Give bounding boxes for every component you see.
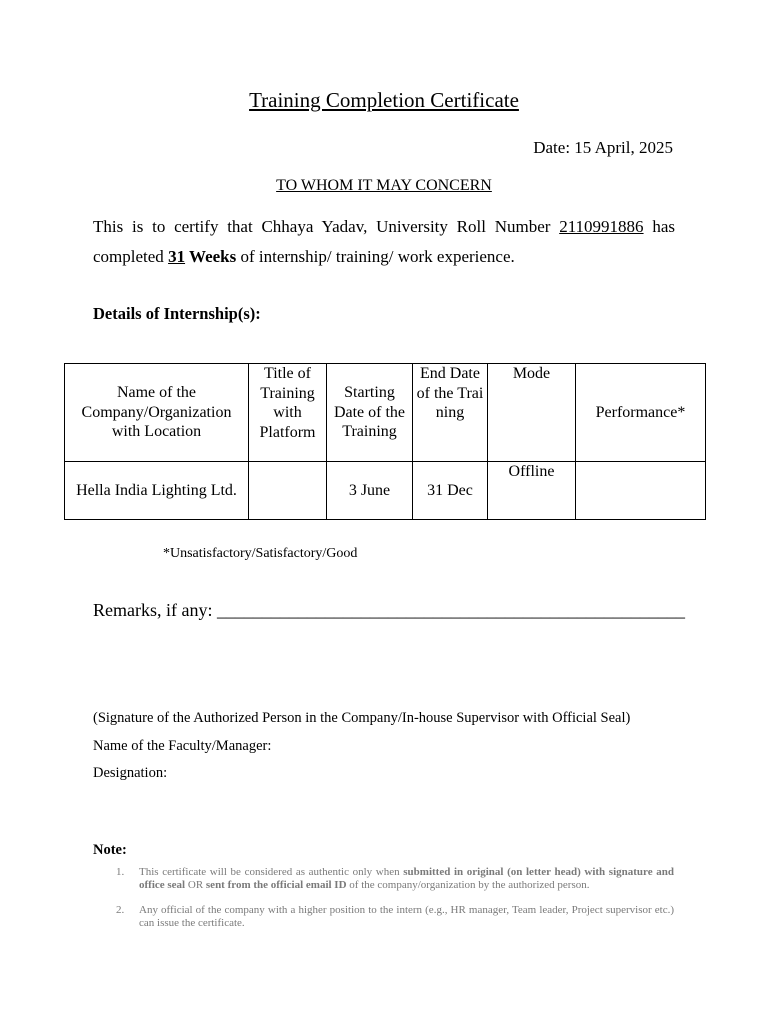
table-row	[65, 462, 706, 520]
cell-end-date: 31 Dec	[413, 462, 488, 520]
remarks-line: Remarks, if any: ____________________________________________________	[93, 600, 685, 620]
certificate-title: Training Completion Certificate	[249, 88, 519, 112]
table-header-row	[65, 364, 706, 462]
header-start-date: Starting Date of the Training	[327, 364, 413, 462]
certificate-date: Date: 15 April, 2025	[533, 138, 673, 157]
note-text-part: This certificate will be considered as authentic only when	[139, 866, 404, 878]
details-heading: Details of Internship(s):	[93, 304, 261, 323]
note-text	[139, 866, 674, 891]
header-mode: Mode	[488, 364, 576, 462]
body-suffix: of internship/ training/ work experience.	[236, 247, 515, 266]
body-prefix: This is to certify that Chhaya Yadav, University Roll Number	[93, 217, 560, 236]
note-item	[116, 904, 674, 929]
cell-mode: Offline	[488, 462, 576, 520]
signature-line: (Signature of the Authorized Person in the Company/In-house Supervisor with Official Seal)	[93, 710, 631, 726]
addressee: TO WHOM IT MAY CONCERN	[276, 177, 492, 194]
note-text-bold: submitted in original (on letter head) with signature and office seal	[139, 866, 674, 891]
cell-title	[249, 462, 327, 520]
designation-label: Designation:	[93, 765, 168, 781]
weeks-label: Weeks	[185, 247, 237, 266]
note-number: 1.	[116, 866, 125, 878]
header-performance: Performance*	[576, 364, 706, 462]
cell-start-date: 3 June	[327, 462, 413, 520]
cell-company: Hella India Lighting Ltd.	[65, 462, 249, 520]
note-text-part: of the company/organization by the authorized person.	[346, 878, 590, 891]
note-heading: Note:	[93, 842, 127, 858]
certification-paragraph	[93, 212, 675, 272]
body-middle: has completed	[93, 217, 675, 266]
cell-performance	[576, 462, 706, 520]
faculty-label: Name of the Faculty/Manager:	[93, 738, 272, 754]
note-text-bold: sent from the official email ID	[205, 878, 347, 891]
note-text-part: OR	[185, 878, 206, 891]
internship-table	[64, 363, 706, 520]
performance-note: *Unsatisfactory/Satisfactory/Good	[163, 546, 358, 561]
header-end-date: End Date of the Training	[413, 364, 488, 462]
header-company: Name of the Company/Organization with Location	[65, 364, 249, 462]
note-item	[116, 866, 674, 891]
weeks-count: 31	[168, 247, 186, 266]
note-text: Any official of the company with a higher position to the intern (e.g., HR manager, Team leader, Project supervisor etc.) can issue the certificate.	[139, 904, 674, 929]
note-number: 2.	[116, 904, 125, 916]
header-title: Title of Training with Platform	[249, 364, 327, 462]
roll-number: 2110991886	[559, 217, 644, 236]
